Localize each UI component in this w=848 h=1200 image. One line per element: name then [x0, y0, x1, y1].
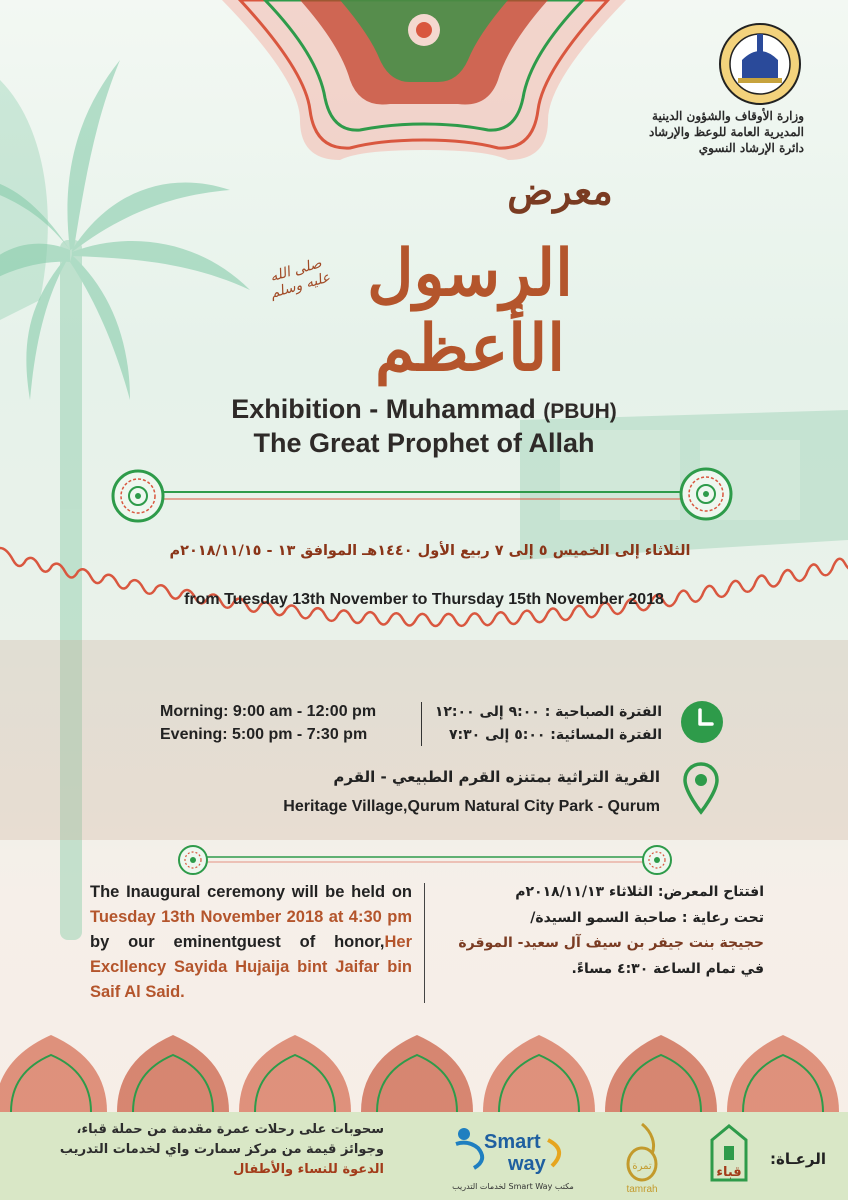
prizes-line-2: وجوائز قيمة من مركز سمارت واي لخدمات التدريب	[59, 1142, 384, 1157]
small-medallion-left-icon	[176, 843, 210, 877]
ministry-line-1: وزارة الأوقاف والشؤون الدينية	[652, 109, 804, 123]
ministry-emblem-icon	[712, 20, 808, 108]
title-ar-exhibition: معرض	[507, 168, 613, 213]
qubaa-logo-icon	[700, 1120, 758, 1196]
ceremony-en-date: Tuesday 13th November 2018 at 4:30 pm	[90, 908, 412, 926]
clock-icon	[680, 700, 724, 744]
ceremony-ar-line-4: في تمام الساعة ٤:٣٠ مساءً.	[571, 960, 764, 977]
title-en-main: Exhibition - Muhammad	[231, 394, 536, 424]
ceremony-ar-line-3: حجيجة بنت جيفر بن سيف آل سعيد- الموقرة	[458, 935, 764, 951]
dates-ar: الثلاثاء إلى الخميس ٥ إلى ٧ ربيع الأول ١٤٤٠هـ الموافق ١٣ - ٢٠١٨/١١/١٥م	[169, 543, 691, 559]
title-ar-main: الرسول الأعظم	[367, 236, 573, 386]
ceremony-ar-line-1: افتتاح المعرض: الثلاثاء ٢٠١٨/١١/١٣م	[515, 884, 764, 900]
prizes-line-3: الدعوة للنساء والأطفال	[233, 1162, 384, 1177]
ceremony-en-guest: Her Excllency Sayida Hujaija bint Jaifar bin Saif Al Said.	[90, 933, 412, 1001]
ceremony-en-part-3: by our eminentguest of honor,	[90, 933, 385, 951]
dates-en: from Tuesday 13th November to Thursday 15th November 2018	[184, 591, 664, 608]
prizes-text	[24, 1120, 384, 1180]
qubaa-logo	[700, 1120, 758, 1196]
time-evening-en: Evening: 5:00 pm - 7:30 pm	[160, 726, 368, 743]
ceremony-separator	[424, 883, 425, 1003]
time-morning-ar: الفترة الصباحية : ٩:٠٠ إلى ١٢:٠٠	[434, 704, 662, 720]
smartway-caption: مكتب Smart Way لخدمات التدريب	[452, 1182, 574, 1191]
map-pin-icon	[683, 762, 719, 818]
prizes-line-1: سحوبات على رحلات عمرة مقدمة من حملة قباء،	[76, 1122, 384, 1137]
wavy-divider	[0, 548, 848, 626]
sponsors-label: الرعـاة:	[770, 1150, 826, 1168]
times-separator	[421, 702, 422, 746]
ceremony-ar	[440, 880, 764, 982]
title-en-line-2: The Great Prophet of Allah	[253, 428, 595, 458]
smartway-logo-icon	[448, 1118, 578, 1178]
title-en-pbuh: (PBUH)	[543, 400, 617, 423]
medallion-right-icon	[678, 466, 734, 522]
smartway-brand-2: way	[508, 1153, 546, 1175]
ceremony-en	[90, 880, 412, 1005]
tamrah-logo	[612, 1120, 672, 1196]
time-evening-ar: الفترة المسائية: ٥:٠٠ إلى ٧:٣٠	[448, 727, 662, 743]
small-medallion-right-icon	[640, 843, 674, 877]
tamrah-name: tamrah	[626, 1184, 658, 1195]
smartway-logo	[448, 1118, 578, 1196]
location-ar: القرية التراثية بمتنزه القرم الطبيعي - القرم	[333, 768, 660, 786]
ministry-line-3: دائرة الإرشاد النسوي	[698, 141, 804, 155]
ministry-name	[614, 108, 804, 156]
time-morning-en: Morning: 9:00 am - 12:00 pm	[160, 703, 377, 720]
qubaa-mark: قباء	[716, 1165, 742, 1180]
title-en-line-1	[0, 394, 848, 425]
location-en: Heritage Village,Qurum Natural City Park - Qurum	[283, 798, 660, 815]
ceremony-ar-line-2: تحت رعاية : صاحبة السمو السيدة/	[530, 909, 764, 926]
smartway-brand-1: Smart	[484, 1131, 541, 1153]
ceremony-en-part-1: The Inaugural ceremony will be held on	[90, 883, 412, 901]
ministry-line-2: المديرية العامة للوعظ والإرشاد	[649, 125, 804, 139]
tamrah-mark: تمرة	[632, 1161, 652, 1172]
medallion-left-icon	[110, 468, 166, 524]
title-ar-pbuh: صلى الله عليه وسلم	[268, 255, 333, 302]
tamrah-logo-icon	[612, 1120, 672, 1196]
